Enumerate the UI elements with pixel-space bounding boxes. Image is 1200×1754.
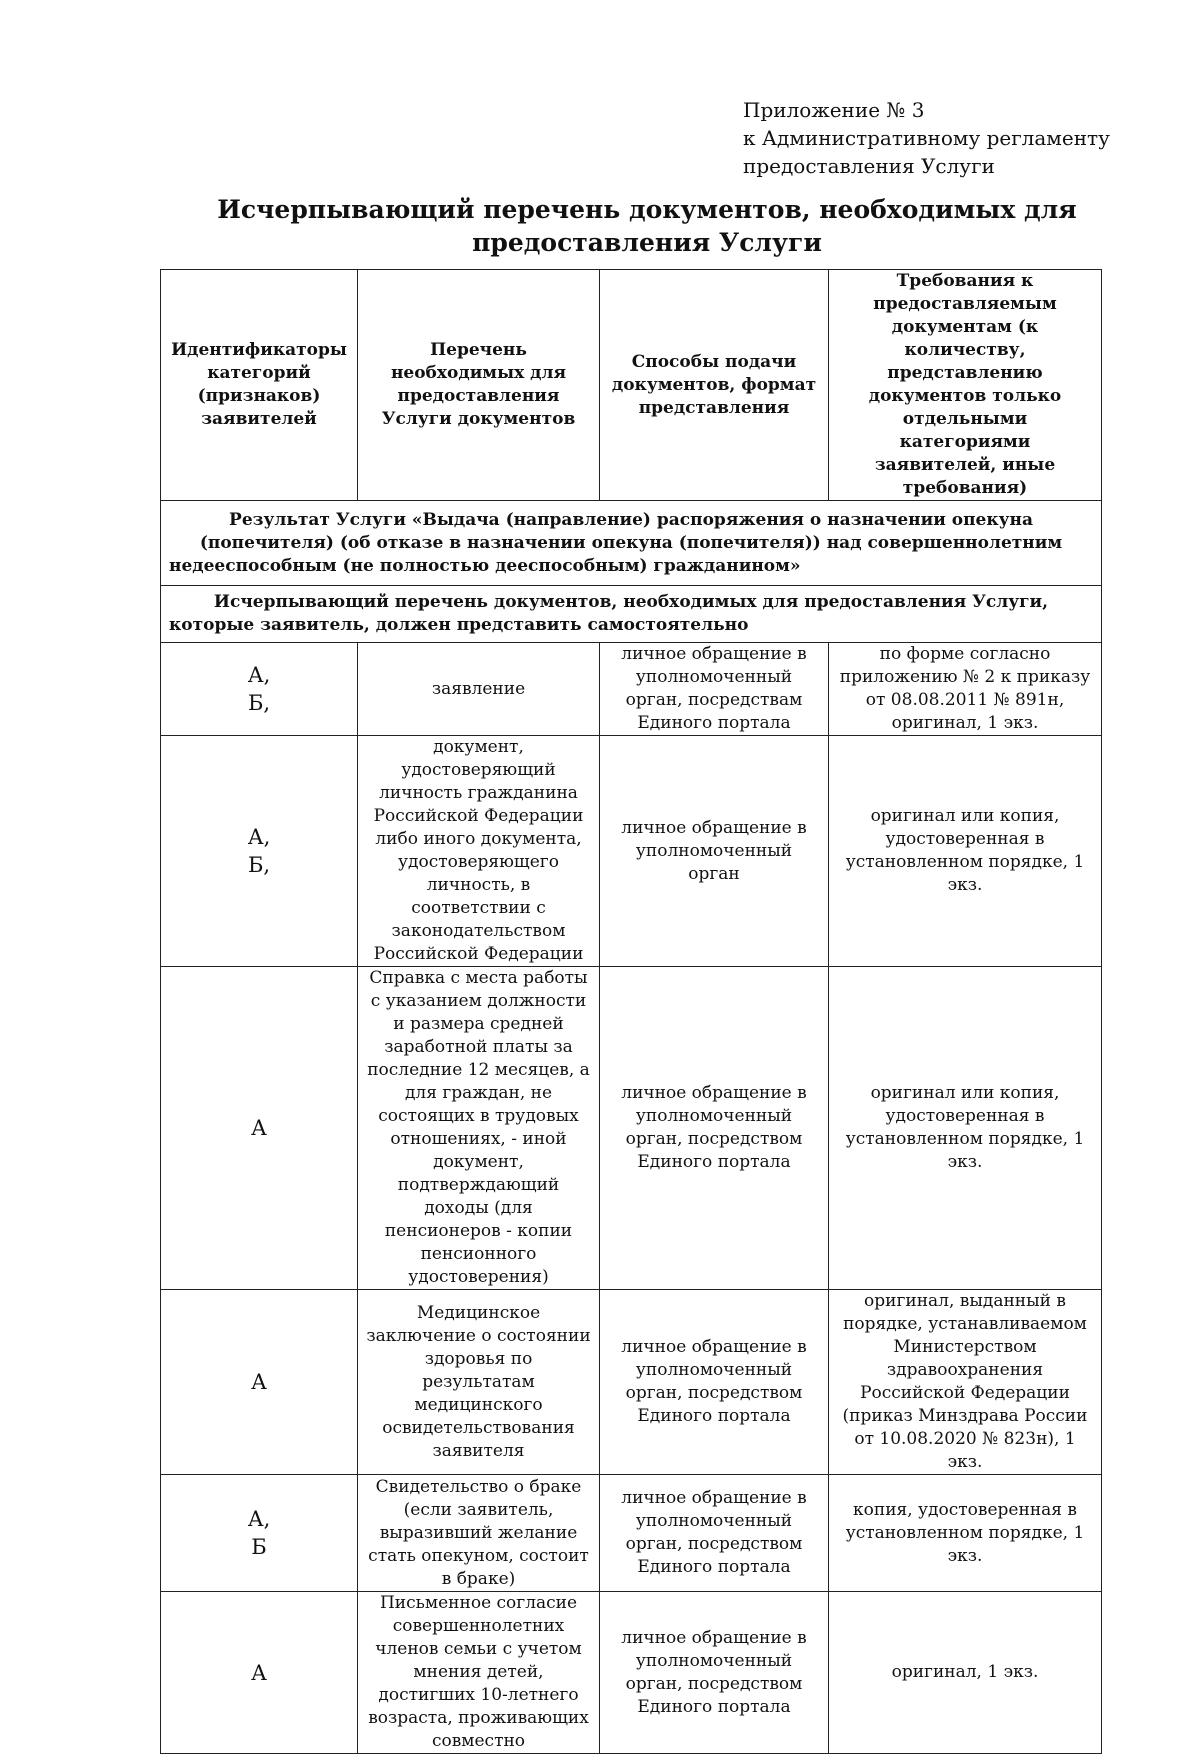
table-row — [161, 736, 1102, 967]
header-document-list: Перечень необходимых для предоставления Услуги документов — [358, 270, 600, 501]
annex-block — [743, 96, 1110, 180]
cell-method: личное обращение в уполномоченный орган, посредством Единого портала — [600, 1290, 829, 1475]
annex-reference: к Административному регламенту — [743, 126, 1110, 150]
table-row — [161, 1290, 1102, 1475]
cell-applicant-id: А, Б, — [161, 736, 358, 967]
cell-method: личное обращение в уполномоченный орган, посредством Единого портала — [600, 967, 829, 1290]
cell-document: заявление — [358, 643, 600, 736]
table-row — [161, 643, 1102, 736]
cell-document: Медицинское заключение о состоянии здоровья по результатам медицинского освидетельствования заявителя — [358, 1290, 600, 1475]
cell-applicant-id: А — [161, 1290, 358, 1475]
cell-requirements: оригинал или копия, удостоверенная в установленном порядке, 1 экз. — [829, 967, 1102, 1290]
cell-requirements: копия, удостоверенная в установленном порядке, 1 экз. — [829, 1475, 1102, 1592]
page-title — [97, 193, 1197, 259]
cell-method: личное обращение в уполномоченный орган, посредством Единого портала — [600, 1475, 829, 1592]
annex-service: предоставления Услуги — [743, 154, 995, 178]
cell-requirements: оригинал, 1 экз. — [829, 1592, 1102, 1754]
result-row — [161, 501, 1102, 586]
cell-document: Письменное согласие совершеннолетних членов семьи с учетом мнения детей, достигших 10-летнего возраста, проживающих совместно — [358, 1592, 600, 1754]
table-header-row — [161, 270, 1102, 501]
cell-requirements: оригинал, выданный в порядке, устанавливаемом Министерством здравоохранения Российской Федерации (приказ Минздрава России от 10.08.2020 № 823н), 1 экз. — [829, 1290, 1102, 1475]
cell-method: личное обращение в уполномоченный орган, посредствам Единого портала — [600, 643, 829, 736]
table-row — [161, 1475, 1102, 1592]
cell-applicant-id: А — [161, 1592, 358, 1754]
table-row — [161, 967, 1102, 1290]
cell-document: документ, удостоверяющий личность гражданина Российской Федерации либо иного документа, удостоверяющего личность, в соответствии с законодательством Российской Федерации — [358, 736, 600, 967]
cell-applicant-id: А, Б — [161, 1475, 358, 1592]
cell-applicant-id: А — [161, 967, 358, 1290]
cell-applicant-id: А, Б, — [161, 643, 358, 736]
page-title-line-2: предоставления Услуги — [472, 228, 822, 257]
header-applicant-categories: Идентификаторы категорий (признаков) заявителей — [161, 270, 358, 501]
list-row — [161, 586, 1102, 643]
header-submission-methods: Способы подачи документов, формат представления — [600, 270, 829, 501]
annex-number: Приложение № 3 — [743, 98, 925, 122]
cell-method: личное обращение в уполномоченный орган — [600, 736, 829, 967]
result-row-text: Результат Услуги «Выдача (направление) распоряжения о назначении опекуна (попечителя) (об отказе в назначении опекуна (попечителя)) над совершеннолетним недееспособным (не полностью дееспособным) гражданином» — [161, 501, 1102, 586]
cell-document: Свидетельство о браке (если заявитель, выразивший желание стать опекуном, состоит в браке) — [358, 1475, 600, 1592]
table-row — [161, 1592, 1102, 1754]
cell-method: личное обращение в уполномоченный орган, посредством Единого портала — [600, 1592, 829, 1754]
cell-requirements: оригинал или копия, удостоверенная в установленном порядке, 1 экз. — [829, 736, 1102, 967]
cell-document: Справка с места работы с указанием должности и размера средней заработной платы за последние 12 месяцев, а для граждан, не состоящих в трудовых отношениях, - иной документ, подтверждающий доходы (для пенсионеров - копии пенсионного удостоверения) — [358, 967, 600, 1290]
list-row-text: Исчерпывающий перечень документов, необходимых для предоставления Услуги, которые заявитель, должен представить самостоятельно — [161, 586, 1102, 643]
page-title-line-1: Исчерпывающий перечень документов, необходимых для — [217, 195, 1077, 224]
documents-table — [160, 269, 1102, 1754]
header-document-requirements: Требования к предоставляемым документам (к количеству, представлению документов только отдельными категориями заявителей, иные требования) — [829, 270, 1102, 501]
cell-requirements: по форме согласно приложению № 2 к приказу от 08.08.2011 № 891н, оригинал, 1 экз. — [829, 643, 1102, 736]
